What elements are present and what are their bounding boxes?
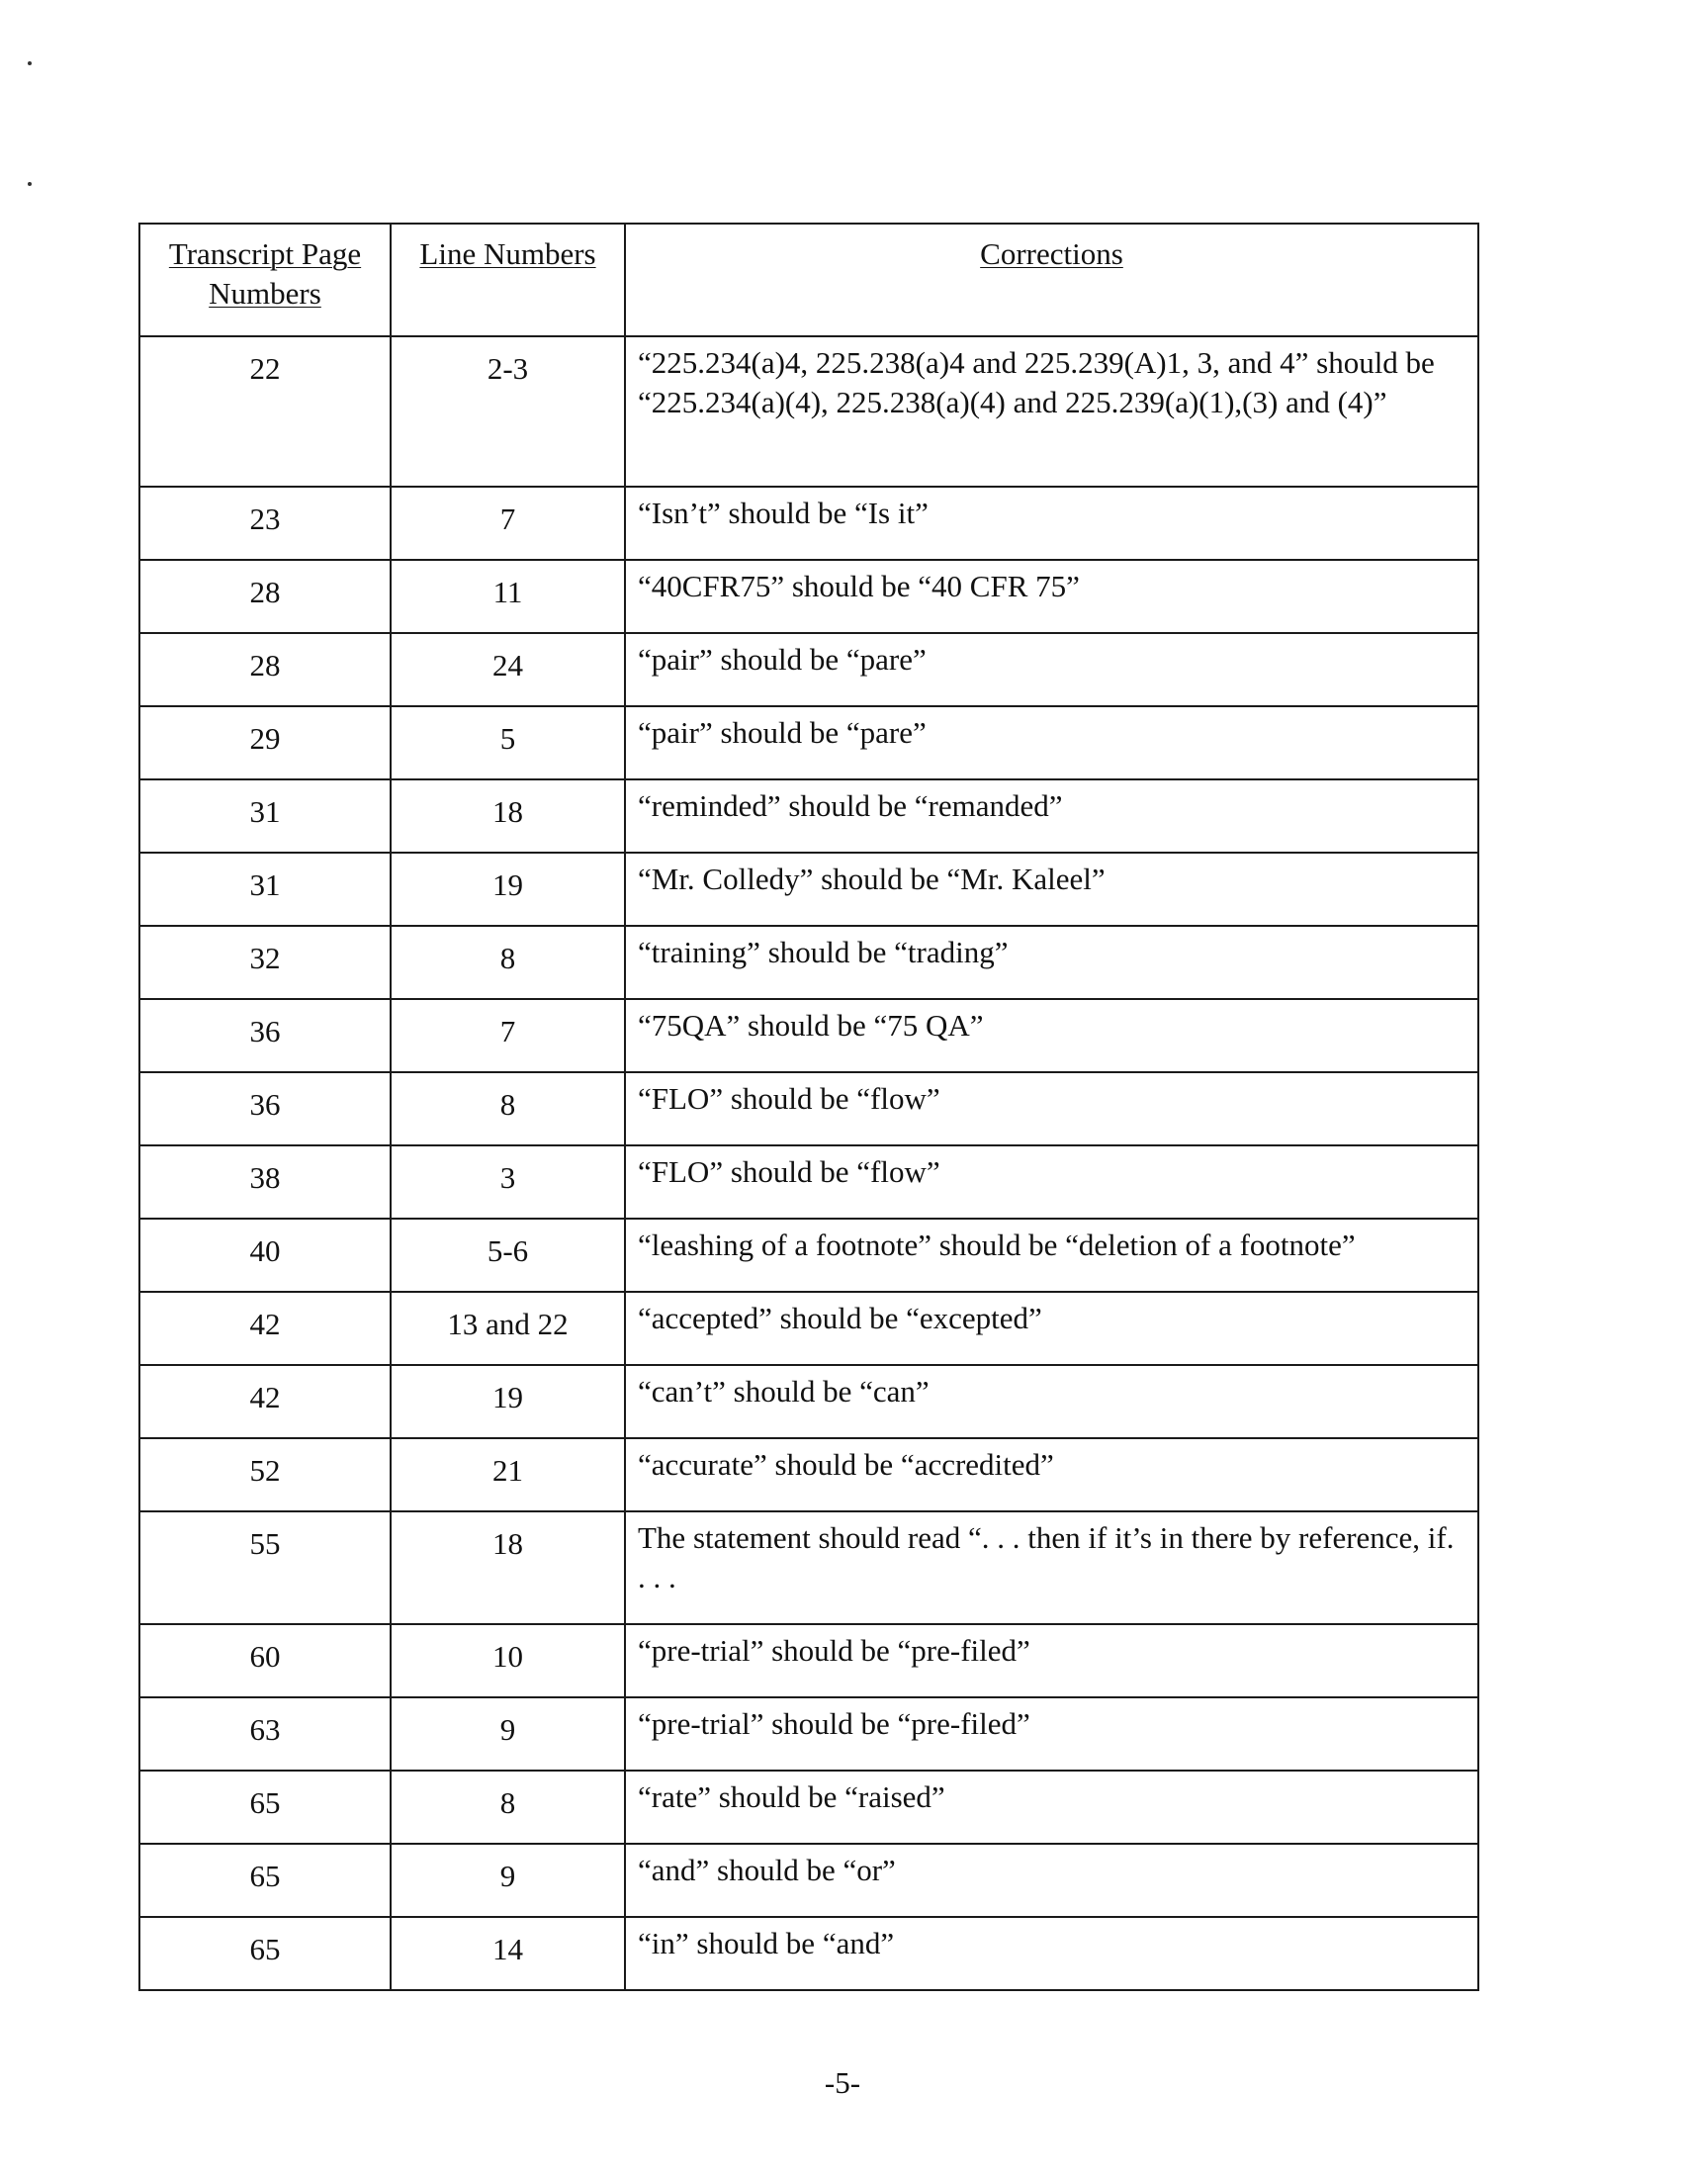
page-number-cell: 23: [139, 487, 391, 560]
line-number-cell: 9: [391, 1697, 625, 1771]
table-row: [139, 1438, 1478, 1511]
line-number-cell: 21: [391, 1438, 625, 1511]
page-number-cell: 22: [139, 336, 391, 487]
line-number-cell: 24: [391, 633, 625, 706]
correction-cell: “75QA” should be “75 QA”: [625, 999, 1478, 1072]
page-number-cell: 42: [139, 1292, 391, 1365]
line-number-cell: 11: [391, 560, 625, 633]
page-number-cell: 40: [139, 1219, 391, 1292]
correction-cell: “225.234(a)4, 225.238(a)4 and 225.239(A)1, 3, and 4” should be “225.234(a)(4), 225.238(a)(4) and 225.239(a)(1),(3) and (4)”: [625, 336, 1478, 487]
correction-cell: “pair” should be “pare”: [625, 706, 1478, 779]
table-row: [139, 1771, 1478, 1844]
corrections-table: [138, 223, 1479, 1991]
header-line-numbers: Line Numbers: [391, 224, 625, 336]
line-number-cell: 18: [391, 1511, 625, 1624]
page-number-cell: 65: [139, 1844, 391, 1917]
line-number-cell: 8: [391, 1771, 625, 1844]
correction-cell: “training” should be “trading”: [625, 926, 1478, 999]
table-row: [139, 1292, 1478, 1365]
line-number-cell: 5: [391, 706, 625, 779]
correction-cell: “pair” should be “pare”: [625, 633, 1478, 706]
page-number-cell: 63: [139, 1697, 391, 1771]
correction-cell: “leashing of a footnote” should be “deletion of a footnote”: [625, 1219, 1478, 1292]
line-number-cell: 3: [391, 1145, 625, 1219]
line-number-cell: 19: [391, 853, 625, 926]
line-number-cell: 10: [391, 1624, 625, 1697]
page-number-cell: 29: [139, 706, 391, 779]
table-row: [139, 336, 1478, 487]
scan-speck: [28, 182, 32, 186]
line-number-cell: 5-6: [391, 1219, 625, 1292]
table-header-row: [139, 224, 1478, 336]
table-row: [139, 853, 1478, 926]
line-number-cell: 7: [391, 487, 625, 560]
table-row: [139, 1219, 1478, 1292]
page-number-cell: 36: [139, 1072, 391, 1145]
page-number-cell: 42: [139, 1365, 391, 1438]
table-row: [139, 779, 1478, 853]
line-number-cell: 19: [391, 1365, 625, 1438]
page-number-cell: 65: [139, 1917, 391, 1990]
table-row: [139, 560, 1478, 633]
table-row: [139, 1697, 1478, 1771]
correction-cell: “rate” should be “raised”: [625, 1771, 1478, 1844]
line-number-cell: 8: [391, 926, 625, 999]
page-number-cell: 32: [139, 926, 391, 999]
header-transcript-page-numbers: Transcript Page Numbers: [139, 224, 391, 336]
page-number: -5-: [824, 2065, 861, 2100]
line-number-cell: 7: [391, 999, 625, 1072]
correction-cell: “40CFR75” should be “40 CFR 75”: [625, 560, 1478, 633]
table-row: [139, 1511, 1478, 1624]
table-row: [139, 706, 1478, 779]
table-row: [139, 1624, 1478, 1697]
page-number-cell: 31: [139, 853, 391, 926]
correction-cell: “accepted” should be “excepted”: [625, 1292, 1478, 1365]
correction-cell: “reminded” should be “remanded”: [625, 779, 1478, 853]
table-row: [139, 1145, 1478, 1219]
line-number-cell: 18: [391, 779, 625, 853]
correction-cell: “accurate” should be “accredited”: [625, 1438, 1478, 1511]
correction-cell: The statement should read “. . . then if it’s in there by reference, if. . . .: [625, 1511, 1478, 1624]
table-row: [139, 487, 1478, 560]
page-number-cell: 60: [139, 1624, 391, 1697]
correction-cell: “pre-trial” should be “pre-filed”: [625, 1624, 1478, 1697]
correction-cell: “FLO” should be “flow”: [625, 1145, 1478, 1219]
page-number-cell: 28: [139, 560, 391, 633]
scan-speck: [28, 61, 32, 65]
page-number-cell: 31: [139, 779, 391, 853]
correction-cell: “pre-trial” should be “pre-filed”: [625, 1697, 1478, 1771]
table-row: [139, 926, 1478, 999]
correction-cell: “and” should be “or”: [625, 1844, 1478, 1917]
page-number-cell: 52: [139, 1438, 391, 1511]
header-corrections: Corrections: [625, 224, 1478, 336]
correction-cell: “FLO” should be “flow”: [625, 1072, 1478, 1145]
page-number-cell: 28: [139, 633, 391, 706]
page-number-cell: 38: [139, 1145, 391, 1219]
line-number-cell: 13 and 22: [391, 1292, 625, 1365]
table-row: [139, 999, 1478, 1072]
table-row: [139, 1917, 1478, 1990]
line-number-cell: 2-3: [391, 336, 625, 487]
line-number-cell: 9: [391, 1844, 625, 1917]
page-number-cell: 65: [139, 1771, 391, 1844]
page-number-cell: 36: [139, 999, 391, 1072]
line-number-cell: 8: [391, 1072, 625, 1145]
page-number-cell: 55: [139, 1511, 391, 1624]
correction-cell: “Mr. Colledy” should be “Mr. Kaleel”: [625, 853, 1478, 926]
table-row: [139, 633, 1478, 706]
table-row: [139, 1072, 1478, 1145]
line-number-cell: 14: [391, 1917, 625, 1990]
correction-cell: “Isn’t” should be “Is it”: [625, 487, 1478, 560]
table-row: [139, 1844, 1478, 1917]
correction-cell: “can’t” should be “can”: [625, 1365, 1478, 1438]
table-row: [139, 1365, 1478, 1438]
correction-cell: “in” should be “and”: [625, 1917, 1478, 1990]
